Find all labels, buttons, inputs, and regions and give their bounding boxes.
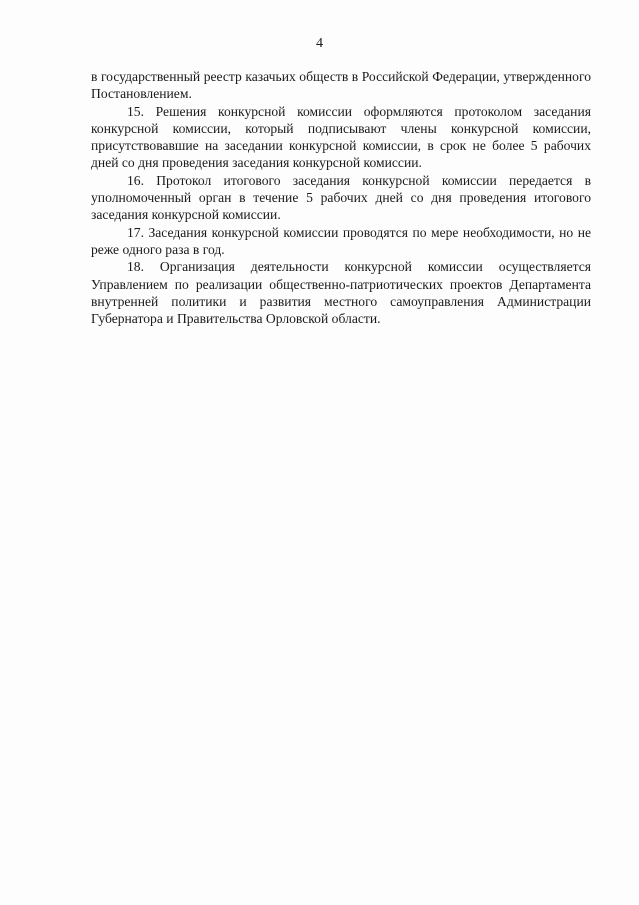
paragraph-item-18: 18. Организация деятельности конкурсной комиссии осуществляется Управлением по реализации общественно-патриотических проектов Департамента внутренней политики и развития местного самоуправления Администрации Губернатора и Правительства Орловской области. xyxy=(91,259,591,327)
paragraph-item-16: 16. Протокол итогового заседания конкурсной комиссии передается в уполномоченный орган в течение 5 рабочих дней со дня проведения итогового заседания конкурсной комиссии. xyxy=(91,172,591,223)
document-body xyxy=(91,68,591,327)
paragraph-item-15: 15. Решения конкурсной комиссии оформляются протоколом заседания конкурсной комиссии, который подписывают члены конкурсной комиссии, присутствовавшие на заседании конкурсной комиссии, в срок не более 5 рабочих дней со дня проведения заседания конкурсной комиссии. xyxy=(91,103,591,171)
paragraph-item-17: 17. Заседания конкурсной комиссии проводятся по мере необходимости, но не реже одного раза в год. xyxy=(91,224,591,257)
paragraph-continuation: в государственный реестр казачьих обществ в Российской Федерации, утвержденного Постановлением. xyxy=(91,69,591,102)
page-number: 4 xyxy=(316,36,323,51)
